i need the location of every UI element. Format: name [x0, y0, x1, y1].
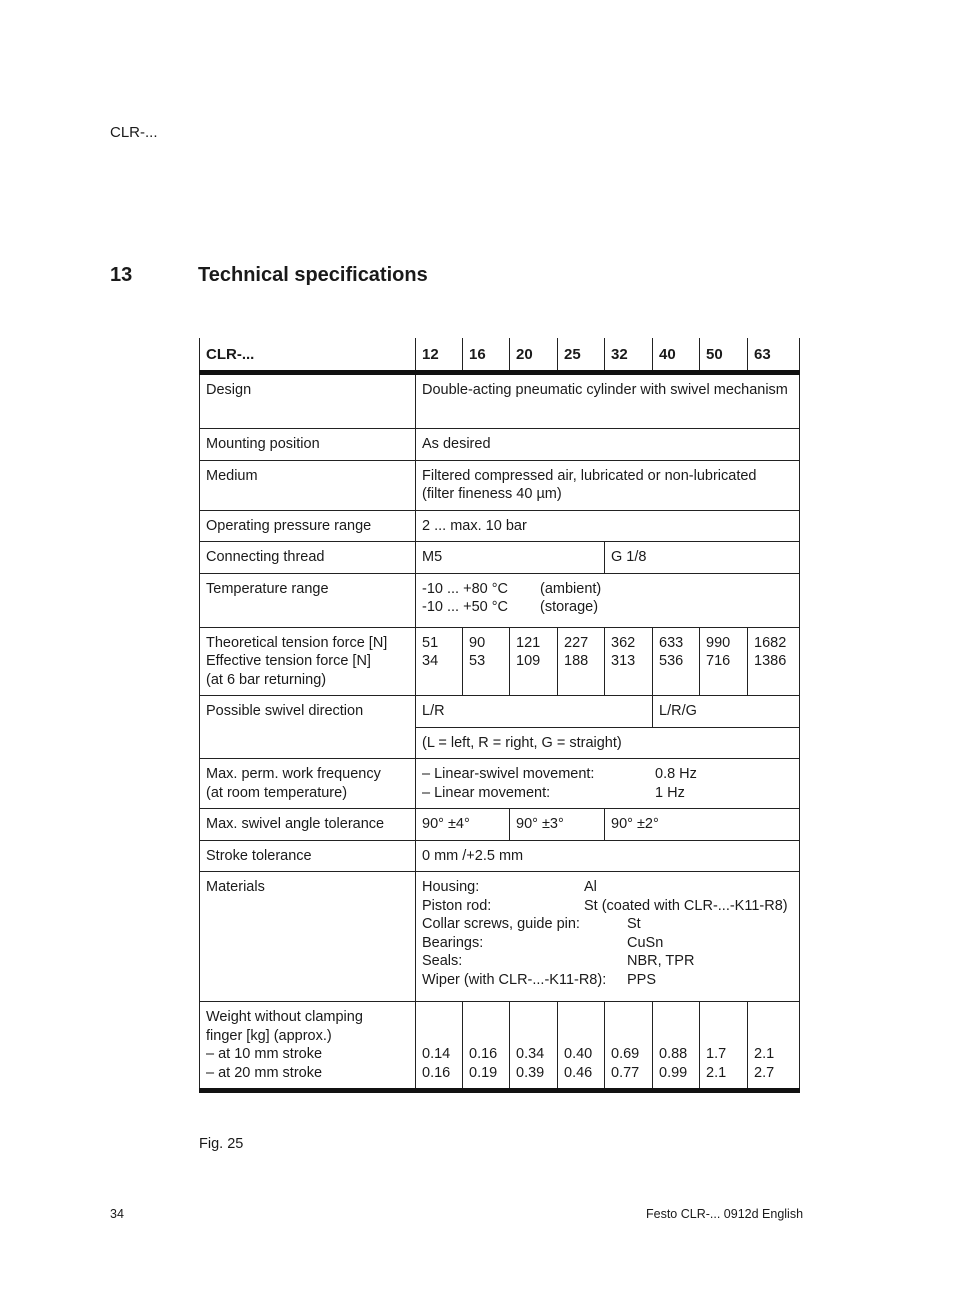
table-row — [200, 429, 800, 461]
table-row — [200, 573, 800, 627]
label-line: Weight without clamping — [206, 1009, 363, 1025]
table-row — [200, 460, 800, 510]
tension-cell: 227 188 — [558, 627, 605, 696]
table-row — [200, 373, 800, 429]
row-label: Mounting position — [200, 429, 416, 461]
table-row — [200, 872, 800, 1002]
row-label: Possible swivel direction — [200, 696, 416, 759]
size-header: 12 — [416, 338, 463, 373]
row-value: M5 — [416, 542, 605, 574]
table-row — [200, 759, 800, 809]
table-row — [200, 1002, 800, 1091]
material-key: Wiper (with CLR-...-K11-R8): — [422, 971, 607, 988]
row-label: Materials — [200, 872, 416, 1002]
weight-cell: 2.1 2.7 — [748, 1002, 800, 1091]
weight-cell: 0.69 0.77 — [605, 1002, 653, 1091]
row-value: Double-acting pneumatic cylinder with swivel mechanism — [416, 373, 800, 429]
material-value: Al — [584, 879, 597, 895]
value-line: (filter fineness 40 µm) — [422, 486, 562, 502]
material-key: Collar screws, guide pin: — [422, 916, 580, 932]
size-header: 16 — [463, 338, 510, 373]
spec-table — [199, 338, 800, 1093]
material-key: Bearings: — [422, 934, 484, 951]
weight-cell: 0.88 0.99 — [653, 1002, 700, 1091]
freq-key: – Linear movement: — [422, 784, 551, 801]
weight-cell: 0.16 0.19 — [463, 1002, 510, 1091]
section-number: 13 — [110, 264, 133, 286]
row-label — [200, 759, 416, 809]
tension-cell: 121 109 — [510, 627, 558, 696]
section-title: Technical specifications — [198, 264, 428, 286]
table-row — [200, 510, 800, 542]
row-value — [416, 460, 800, 510]
swivel-legend: (L = left, R = right, G = straight) — [416, 727, 800, 759]
row-value — [416, 759, 800, 809]
label-line: (at room temperature) — [206, 784, 348, 801]
material-value: St — [627, 916, 641, 932]
label-line: (at 6 bar returning) — [206, 671, 327, 688]
row-value: As desired — [416, 429, 800, 461]
table-header-row — [200, 338, 800, 373]
size-header: 25 — [558, 338, 605, 373]
row-value — [416, 573, 800, 627]
row-value: 2 ... max. 10 bar — [416, 510, 800, 542]
temp-range: -10 ... +50 °C — [422, 599, 508, 615]
row-label: Design — [200, 373, 416, 429]
row-label: Connecting thread — [200, 542, 416, 574]
weight-cell: 1.7 2.1 — [700, 1002, 748, 1091]
temp-note: (ambient) — [540, 580, 602, 597]
row-value: G 1/8 — [605, 542, 800, 574]
size-header: 63 — [748, 338, 800, 373]
running-header: CLR-... — [110, 124, 158, 141]
label-line: – at 20 mm stroke — [206, 1064, 323, 1081]
figure-caption: Fig. 25 — [199, 1136, 244, 1152]
row-value: 90° ±2° — [605, 809, 800, 841]
label-line: finger [kg] (approx.) — [206, 1027, 332, 1044]
row-value: L/R/G — [653, 696, 800, 728]
footer-doc-id: Festo CLR-... 0912d English — [646, 1207, 804, 1221]
tension-cell: 362 313 — [605, 627, 653, 696]
row-label: Medium — [200, 460, 416, 510]
size-header: 32 — [605, 338, 653, 373]
tension-cell: 90 53 — [463, 627, 510, 696]
tension-cell: 990 716 — [700, 627, 748, 696]
table-row — [200, 840, 800, 872]
table-row — [200, 627, 800, 696]
row-label — [200, 627, 416, 696]
row-label — [200, 1002, 416, 1091]
temp-note: (storage) — [540, 599, 599, 615]
size-header: 20 — [510, 338, 558, 373]
tension-cell: 1682 1386 — [748, 627, 800, 696]
material-key: Seals: — [422, 953, 463, 969]
row-value — [416, 872, 800, 1002]
material-key: Piston rod: — [422, 897, 492, 914]
row-label: Stroke tolerance — [200, 840, 416, 872]
weight-cell: 0.14 0.16 — [416, 1002, 463, 1091]
value-line: Filtered compressed air, lubricated or non-lubricated — [422, 467, 757, 484]
material-key: Housing: — [422, 879, 480, 895]
temp-range: -10 ... +80 °C — [422, 580, 508, 597]
material-value: NBR, TPR — [627, 953, 695, 969]
row-label: Temperature range — [200, 573, 416, 627]
weight-cell: 0.34 0.39 — [510, 1002, 558, 1091]
row-label: Max. swivel angle tolerance — [200, 809, 416, 841]
material-value: St (coated with CLR-...-K11-R8) — [584, 897, 788, 914]
freq-value: 1 Hz — [655, 784, 685, 801]
size-header: 40 — [653, 338, 700, 373]
tension-cell: 51 34 — [416, 627, 463, 696]
weight-cell: 0.40 0.46 — [558, 1002, 605, 1091]
label-line: Theoretical tension force [N] — [206, 634, 388, 651]
table-row — [200, 809, 800, 841]
freq-key: – Linear-swivel movement: — [422, 766, 595, 782]
tension-cell: 633 536 — [653, 627, 700, 696]
row-label: Operating pressure range — [200, 510, 416, 542]
label-line: Effective tension force [N] — [206, 653, 371, 669]
material-value: PPS — [627, 971, 657, 988]
table-row — [200, 542, 800, 574]
head-label: CLR-... — [200, 338, 416, 373]
row-value: 90° ±3° — [510, 809, 605, 841]
table-row — [200, 696, 800, 728]
row-value: L/R — [416, 696, 653, 728]
freq-value: 0.8 Hz — [655, 766, 697, 782]
material-value: CuSn — [627, 934, 664, 951]
label-line: – at 10 mm stroke — [206, 1046, 323, 1062]
page-number: 34 — [110, 1207, 124, 1221]
label-line: Max. perm. work frequency — [206, 766, 381, 782]
size-header: 50 — [700, 338, 748, 373]
row-value: 0 mm /+2.5 mm — [416, 840, 800, 872]
row-value: 90° ±4° — [416, 809, 510, 841]
